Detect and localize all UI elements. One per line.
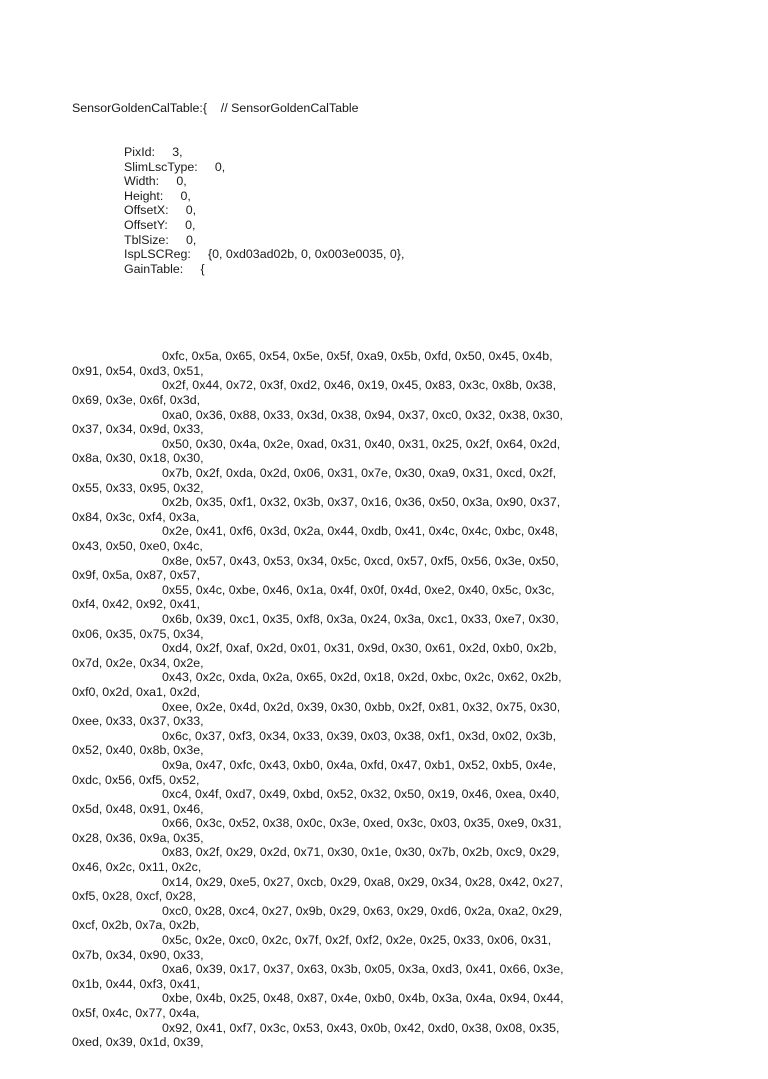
gain-table-values (0, 349, 768, 1050)
gain-row-main: 0xbe, 0x4b, 0x25, 0x48, 0x87, 0x4e, 0xb0, 0x4b, 0x3a, 0x4a, 0x94, 0x44, (162, 991, 564, 1006)
gain-row-main: 0x66, 0x3c, 0x52, 0x38, 0x0c, 0x3e, 0xed, 0x3c, 0x03, 0x35, 0xe9, 0x31, (162, 816, 562, 831)
table-header-line: SensorGoldenCalTable:{ // SensorGoldenCalTable (72, 101, 359, 116)
blank-line (0, 306, 768, 321)
gain-row-wrap: 0xf0, 0x2d, 0xa1, 0x2d, (72, 684, 201, 699)
gain-row-wrap: 0x43, 0x50, 0xe0, 0x4c, (72, 539, 203, 553)
gain-row-wrap: 0x84, 0x3c, 0xf4, 0x3a, (72, 509, 200, 524)
gain-row-wrap: 0x8a, 0x30, 0x18, 0x30, (72, 451, 204, 466)
gain-row-main: 0xa6, 0x39, 0x17, 0x37, 0x63, 0x3b, 0x05, 0x3a, 0xd3, 0x41, 0x66, 0x3e, (162, 962, 564, 977)
gain-row-main: 0xc0, 0x28, 0xc4, 0x27, 0x9b, 0x29, 0x63, 0x29, 0xd6, 0x2a, 0xa2, 0x29, (162, 903, 563, 918)
gain-row-main: 0x55, 0x4c, 0xbe, 0x46, 0x1a, 0x4f, 0x0f, 0x4d, 0xe2, 0x40, 0x5c, 0x3c, (162, 582, 555, 597)
gain-row-main: 0x92, 0x41, 0xf7, 0x3c, 0x53, 0x43, 0x0b, 0x42, 0xd0, 0x38, 0x08, 0x35, (162, 1020, 560, 1035)
gain-row-main: 0x83, 0x2f, 0x29, 0x2d, 0x71, 0x30, 0x1e, 0x30, 0x7b, 0x2b, 0xc9, 0x29, (162, 845, 560, 860)
gain-row-wrap: 0xdc, 0x56, 0xf5, 0x52, (72, 772, 200, 787)
gain-row-wrap: 0xcf, 0x2b, 0x7a, 0x2b, (72, 918, 200, 933)
gain-row-main: 0x6c, 0x37, 0xf3, 0x34, 0x33, 0x39, 0x03, 0x38, 0xf1, 0x3d, 0x02, 0x3b, (162, 728, 557, 743)
gain-row-wrap: 0x7d, 0x2e, 0x34, 0x2e, (72, 655, 204, 670)
gain-row-main: 0xa0, 0x36, 0x88, 0x33, 0x3d, 0x38, 0x94, 0x37, 0xc0, 0x32, 0x38, 0x30, (162, 407, 563, 422)
gain-row-wrap: 0x7b, 0x34, 0x90, 0x33, (72, 947, 204, 962)
gain-row-main: 0x6b, 0x39, 0xc1, 0x35, 0xf8, 0x3a, 0x24, 0x3a, 0xc1, 0x33, 0xe7, 0x30, (162, 611, 559, 626)
code-block (0, 72, 768, 1079)
gain-row-wrap: 0x9f, 0x5a, 0x87, 0x57, (72, 568, 201, 583)
gain-row-wrap: 0x69, 0x3e, 0x6f, 0x3d, (72, 393, 201, 408)
gain-row-wrap: 0x5f, 0x4c, 0x77, 0x4a, (72, 1006, 200, 1020)
gain-row-main: 0x2e, 0x41, 0xf6, 0x3d, 0x2a, 0x44, 0xdb, 0x41, 0x4c, 0x4c, 0xbc, 0x48, (162, 524, 559, 539)
gain-row-wrap: 0x55, 0x33, 0x95, 0x32, (72, 480, 204, 495)
gain-row-wrap: 0xed, 0x39, 0x1d, 0x39, (72, 1035, 204, 1050)
field-line: OffsetY: 0, (124, 217, 196, 232)
gain-row-wrap: 0x28, 0x36, 0x9a, 0x35, (72, 830, 204, 845)
gain-row-main: 0x7b, 0x2f, 0xda, 0x2d, 0x06, 0x31, 0x7e, 0x30, 0xa9, 0x31, 0xcd, 0x2f, (162, 466, 557, 481)
gain-row-main: 0xee, 0x2e, 0x4d, 0x2d, 0x39, 0x30, 0xbb, 0x2f, 0x81, 0x32, 0x75, 0x30, (162, 699, 561, 714)
field-line: Width: 0, (124, 174, 187, 189)
field-line: GainTable: { (124, 261, 205, 276)
gain-row-main: 0xc4, 0x4f, 0xd7, 0x49, 0xbd, 0x52, 0x32, 0x50, 0x19, 0x46, 0xea, 0x40, (162, 787, 560, 802)
gain-row-main: 0xd4, 0x2f, 0xaf, 0x2d, 0x01, 0x31, 0x9d, 0x30, 0x61, 0x2d, 0xb0, 0x2b, (162, 641, 557, 656)
field-line: SlimLscType: 0, (124, 159, 226, 174)
gain-row-main: 0x9a, 0x47, 0xfc, 0x43, 0xb0, 0x4a, 0xfd, 0x47, 0xb1, 0x52, 0xb5, 0x4e, (162, 757, 557, 772)
field-line: PixId: 3, (124, 144, 183, 159)
field-line: TblSize: 0, (124, 232, 197, 247)
gain-row-wrap: 0xf4, 0x42, 0x92, 0x41, (72, 597, 201, 612)
field-line: OffsetX: 0, (124, 203, 197, 218)
gain-row-main: 0x43, 0x2c, 0xda, 0x2a, 0x65, 0x2d, 0x18, 0x2d, 0xbc, 0x2c, 0x62, 0x2b, (162, 670, 562, 685)
field-line: Height: 0, (124, 188, 191, 203)
gain-row-wrap: 0xf5, 0x28, 0xcf, 0x28, (72, 889, 196, 904)
gain-row-wrap: 0x06, 0x35, 0x75, 0x34, (72, 626, 204, 641)
gain-row-wrap: 0x5d, 0x48, 0x91, 0x46, (72, 801, 204, 816)
gain-row-wrap: 0x52, 0x40, 0x8b, 0x3e, (72, 743, 204, 758)
gain-row-main: 0x14, 0x29, 0xe5, 0x27, 0xcb, 0x29, 0xa8, 0x29, 0x34, 0x28, 0x42, 0x27, (162, 874, 563, 889)
gain-row-wrap: 0x46, 0x2c, 0x11, 0x2c, (72, 860, 202, 875)
gain-row-main: 0x8e, 0x57, 0x43, 0x53, 0x34, 0x5c, 0xcd, 0x57, 0xf5, 0x56, 0x3e, 0x50, (162, 553, 559, 568)
gain-row-wrap: 0x91, 0x54, 0xd3, 0x51, (72, 363, 204, 378)
field-list (0, 145, 768, 276)
gain-row-wrap: 0x1b, 0x44, 0xf3, 0x41, (72, 976, 201, 991)
gain-row-wrap: 0xee, 0x33, 0x37, 0x33, (72, 714, 204, 729)
gain-row-main: 0xfc, 0x5a, 0x65, 0x54, 0x5e, 0x5f, 0xa9, 0x5b, 0xfd, 0x50, 0x45, 0x4b, (162, 349, 553, 364)
gain-row-main: 0x2f, 0x44, 0x72, 0x3f, 0xd2, 0x46, 0x19, 0x45, 0x83, 0x3c, 0x8b, 0x38, (162, 378, 557, 393)
gain-row-main: 0x50, 0x30, 0x4a, 0x2e, 0xad, 0x31, 0x40, 0x31, 0x25, 0x2f, 0x64, 0x2d, (162, 436, 561, 451)
field-line: IspLSCReg: {0, 0xd03ad02b, 0, 0x003e0035, 0}, (124, 247, 405, 262)
gain-row-wrap: 0x37, 0x34, 0x9d, 0x33, (72, 422, 204, 437)
gain-row-main: 0x5c, 0x2e, 0xc0, 0x2c, 0x7f, 0x2f, 0xf2, 0x2e, 0x25, 0x33, 0x06, 0x31, (162, 933, 552, 948)
gain-row-main: 0x2b, 0x35, 0xf1, 0x32, 0x3b, 0x37, 0x16, 0x36, 0x50, 0x3a, 0x90, 0x37, (162, 495, 561, 510)
